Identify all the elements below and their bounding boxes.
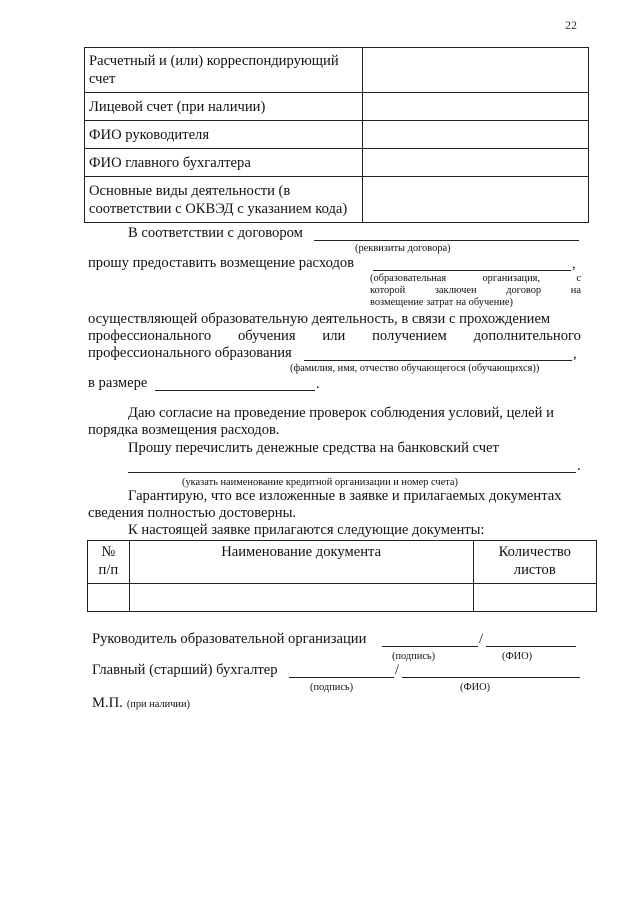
header-number-line1: № [101,544,116,560]
activity-line1: осуществляющей образовательную деятельность, в связи с прохождением [88,311,551,327]
label-chief-accountant: ФИО главного бухгалтера [85,149,363,177]
period: . [577,458,581,474]
header-document-name: Наименование документа [129,541,473,584]
amount-label: в размере [88,375,148,391]
head-signature-field[interactable] [382,632,478,647]
label-settlement-account: Расчетный и (или) корреспондирующий счет [85,48,363,93]
value-okved[interactable] [362,177,588,223]
table-header-row [88,541,597,584]
value-personal-account[interactable] [362,93,588,121]
accountant-name-hint: (ФИО) [460,682,491,693]
activity-line2 [88,328,581,345]
header-qty-line1: Количество [498,544,571,560]
table-row [85,121,589,149]
contract-hint: (реквизиты договора) [355,243,451,254]
organization-field[interactable] [373,256,571,271]
header-number-line2: п/п [98,562,119,578]
student-hint: (фамилия, имя, отчество обучающегося (обучающихся)) [290,363,540,374]
hint-word: (образовательная [370,273,447,284]
table-row [85,149,589,177]
head-name-hint: (ФИО) [502,651,533,662]
text-word: обучения [237,328,296,344]
hint-word: договор [506,285,542,296]
hint-word: с [576,273,581,284]
stamp-label: М.П. [92,695,123,711]
attachments-label: К настоящей заявке прилагаются следующие документы: [128,522,485,538]
table-row [85,48,589,93]
bank-hint: (указать наименование кредитной организации и номер счета) [182,477,458,488]
table-row [85,177,589,223]
comma: , [572,256,576,272]
stamp-hint: (при наличии) [126,699,191,710]
value-head-name[interactable] [362,121,588,149]
text-word: дополнительного [473,328,581,344]
request-label: прошу предоставить возмещение расходов [88,255,355,271]
consent-line2: порядка возмещения расходов. [88,422,280,438]
activity-line3: профессионального образования [88,345,292,361]
attachments-table [87,540,597,612]
guarantee-line2: сведения полностью достоверны. [88,505,297,521]
header-sheet-count [473,541,596,584]
consent-line1: Даю согласие на проведение проверок соблюдения условий, целей и [128,405,554,421]
hint-word: которой [370,285,406,296]
hint-word: организация, [482,273,541,284]
value-settlement-account[interactable] [362,48,588,93]
contract-label: В соответствии с договором [128,225,303,241]
student-name-field[interactable] [304,346,572,361]
contract-details-field[interactable] [314,226,579,241]
bank-account-field[interactable] [128,458,576,473]
accountant-sign-hint: (подпись) [310,682,354,693]
hint-word: на [570,285,581,296]
table-row [88,584,597,612]
label-okved: Основные виды деятельности (в соответствии с ОКВЭД с указанием кода) [85,177,363,223]
text-word: получением [372,328,447,344]
org-hint-line3: возмещение затрат на обучение) [370,297,513,308]
table-row [85,93,589,121]
accountant-name-field[interactable] [402,663,580,678]
transfer-line: Прошу перечислить денежные средства на банковский счет [128,440,499,456]
cell-number[interactable] [88,584,130,612]
label-head-name: ФИО руководителя [85,121,363,149]
accountant-signature-label: Главный (старший) бухгалтер [92,662,278,678]
period: . [316,376,320,392]
cell-sheet-count[interactable] [473,584,596,612]
guarantee-line1: Гарантирую, что все изложенные в заявке и прилагаемых документах [128,488,562,504]
label-personal-account: Лицевой счет (при наличии) [85,93,363,121]
text-word: профессионального [88,328,212,344]
header-number [88,541,130,584]
page-number: 22 [565,18,577,32]
slash: / [479,631,484,647]
accountant-signature-field[interactable] [289,663,394,678]
hint-word: заключен [434,285,477,296]
cell-document-name[interactable] [129,584,473,612]
head-signature-label: Руководитель образовательной организации [92,631,367,647]
organization-info-table [84,47,589,223]
head-sign-hint: (подпись) [392,651,436,662]
value-chief-accountant[interactable] [362,149,588,177]
stamp-line [92,694,190,712]
amount-field[interactable] [155,376,315,391]
header-qty-line2: листов [513,562,556,578]
text-word: или [322,328,346,344]
head-name-field[interactable] [486,632,576,647]
slash: / [395,662,400,678]
comma: , [573,346,577,362]
